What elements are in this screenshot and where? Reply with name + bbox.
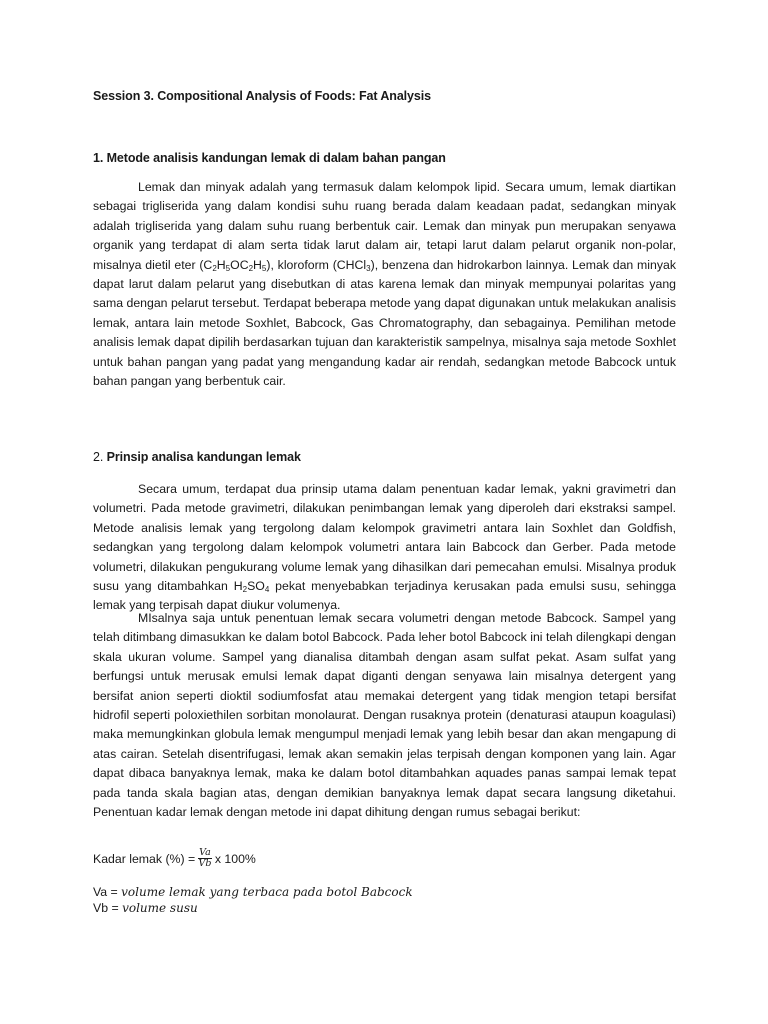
formula-numerator: Va	[199, 847, 211, 858]
formula-fraction	[198, 848, 212, 869]
formula-denominator: Vb	[198, 858, 212, 869]
formula-definitions	[93, 884, 413, 916]
definition-vb: Vb = volume susu	[93, 901, 198, 915]
section-2-paragraph-2: MIsalnya saja untuk penentuan lemak secara volumetri dengan metode Babcock. Sampel yang telah ditimbang dimasukkan ke dalam botol Babcock. Pada leher botol Babcock ini telah dilengkapi dengan skala ukuran volume. Sampel yang dianalisa ditambah dengan asam sulfat pekat. Asam sulfat yang berfungsi untuk merusak emulsi lemak dapat diganti dengan senyawa lain misalnya detergent yang bersifat anion seperti dioktil sodiumfosfat atau memakai detergent yang tidak mengion tetapi bersifat hidrofil seperti poloxiethilen sorbitan monolaurat. Dengan rusaknya protein (denaturasi ataupun koagulasi) maka memungkinkan globula lemak mengumpul menjadi lemak yang lebih besar dan akan mengapung di atas cairan. Setelah disentrifugasi, lemak akan semakin jelas terpisah dengan komponen yang lain. Agar dapat dibaca banyaknya lemak, maka ke dalam botol ditambahkan aquades panas sampai lemak tepat pada tanda skala bagian atas, dengan demikian banyaknya lemak dapat secara langsung diketahui. Penentuan kadar lemak dengan metode ini dapat dihitung dengan rumus sebagai berikut:	[93, 611, 676, 820]
document-title: Session 3. Compositional Analysis of Foods: Fat Analysis	[93, 89, 431, 103]
section-2-heading: 2. Prinsip analisa kandungan lemak	[93, 450, 301, 464]
section-1-paragraph: Lemak dan minyak adalah yang termasuk dalam kelompok lipid. Secara umum, lemak diartikan sebagai trigliserida yang dalam kondisi suhu ruang berada dalam keadaan padat, sedangkan minyak adalah trigliserida yang dalam suhu ruang berbentuk cair. Lemak dan minyak pun merupakan senyawa organik yang terdapat di alam serta tidak larut dalam air, tetapi larut dalam pelarut organik non-polar, misalnya dietil eter $(C_2H_5OC_2H_5)$, kloroform (CHCl$_3$), benzena dan hidrokarbon lainnya. Lemak dan minyak dapat larut dalam pelarut yang disebutkan di atas karena lemak dan minyak mempunyai polaritas yang sama dengan pelarut tersebut. Terdapat beberapa metode yang dapat digunakan untuk melakukan analisis lemak, antara lain metode Soxhlet, Babcock, Gas Chromatography, dan sebagainya. Pemilihan metode analisis lemak dapat dipilih berdasarkan tujuan dan karakteristik sampelnya, misalnya saja metode Soxhlet untuk bahan pangan yang padat yang mengandung kadar air rendah, sedangkan metode Babcock untuk bahan pangan yang berbentuk cair.	[93, 180, 676, 389]
section-2-paragraph-1: Secara umum, terdapat dua prinsip utama dalam penentuan kadar lemak, yakni gravimetri dan volumetri. Pada metode gravimetri, dilakukan penimbangan lemak yang diperoleh dari ekstraksi sampel. Metode analisis lemak yang tergolong dalam kelompok gravimetri antara lain Soxhlet dan Goldfish, sedangkan yang tergolong dalam kelompok volumetri antara lain Babcock dan Gerber. Pada metode volumetri, dilakukan pengukurang volume lemak yang dihasilkan dari pemecahan emulsi. Misalnya produk susu yang ditambahkan $H_2SO_4$ pekat menyebabkan terjadinya kerusakan pada emulsi susu, sehingga lemak yang terpisah dapat diukur volumenya.	[93, 482, 676, 613]
formula-suffix: x 100%	[214, 851, 256, 866]
fat-content-formula	[93, 848, 256, 869]
formula-prefix: Kadar lemak (%) =	[93, 851, 196, 866]
section-1-heading: 1. Metode analisis kandungan lemak di dalam bahan pangan	[93, 151, 446, 165]
definition-va: Va = volume lemak yang terbaca pada botol Babcock	[93, 885, 413, 899]
